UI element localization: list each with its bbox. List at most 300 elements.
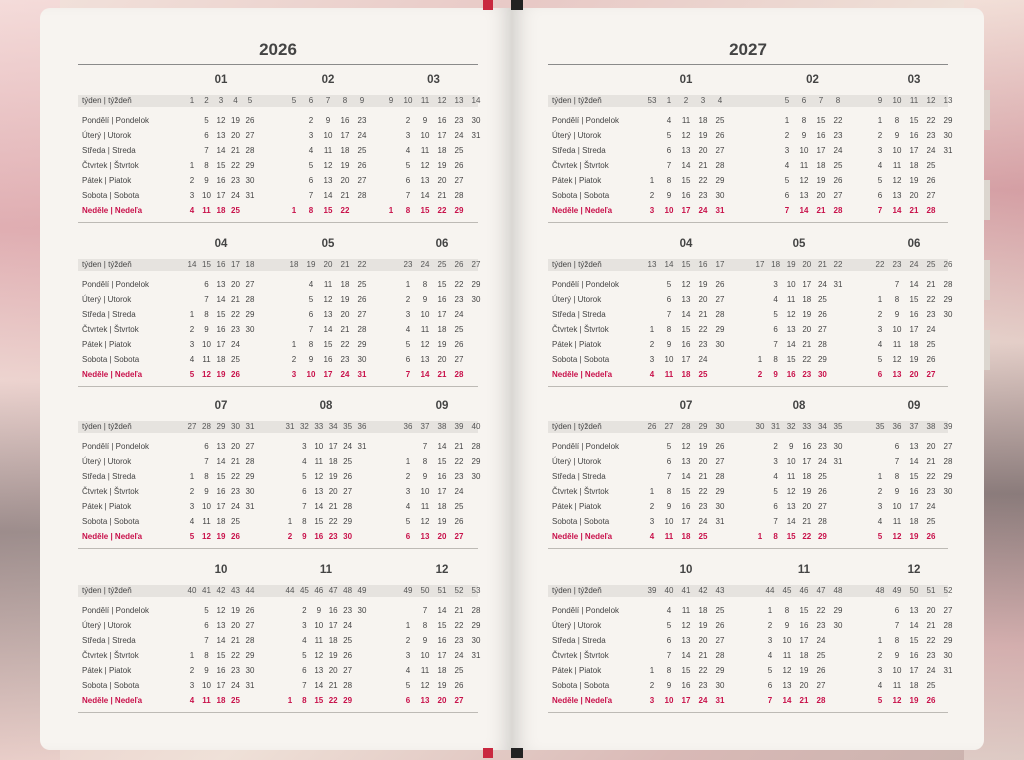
day-number: 1 — [287, 696, 293, 705]
day-number: 8 — [894, 116, 900, 125]
day-number: 27 — [715, 636, 725, 645]
day-number: 29 — [343, 517, 353, 526]
month-name: 06 — [907, 238, 921, 250]
day-number: 3 — [189, 191, 195, 200]
day-number: 5 — [784, 176, 790, 185]
day-number: 10 — [782, 636, 792, 645]
week-number: 13 — [943, 96, 953, 105]
day-number: 1 — [649, 325, 655, 334]
week-number: 39 — [943, 422, 953, 431]
day-number: 6 — [894, 606, 900, 615]
week-number: 41 — [202, 586, 211, 595]
week-number: 36 — [403, 422, 413, 431]
weekday-label: Pátek | Piatok — [552, 502, 602, 511]
day-number: 8 — [422, 621, 428, 630]
day-number: 1 — [405, 621, 411, 630]
day-number: 4 — [773, 472, 778, 481]
day-number: 30 — [715, 191, 725, 200]
week-number: 42 — [216, 586, 226, 595]
day-number: 11 — [681, 116, 691, 125]
year-rule — [78, 64, 478, 65]
day-number: 28 — [817, 340, 827, 349]
day-number: 11 — [202, 206, 211, 215]
day-number: 8 — [204, 651, 209, 660]
week-number: 43 — [231, 586, 240, 595]
week-number: 18 — [289, 260, 299, 269]
day-number: 1 — [877, 636, 883, 645]
day-number: 12 — [420, 681, 430, 690]
day-number: 17 — [437, 131, 447, 140]
day-number: 4 — [649, 532, 655, 541]
day-number: 26 — [357, 161, 367, 170]
day-number: 3 — [773, 457, 778, 466]
week-number: 33 — [802, 422, 812, 431]
day-number: 3 — [649, 206, 655, 215]
day-number: 6 — [773, 502, 778, 511]
day-number: 24 — [817, 457, 827, 466]
day-number: 11 — [314, 636, 323, 645]
day-number: 22 — [231, 651, 240, 660]
day-number: 11 — [314, 457, 323, 466]
day-number: 9 — [666, 502, 672, 511]
day-number: 2 — [649, 681, 655, 690]
day-number: 20 — [231, 621, 240, 630]
day-number: 17 — [681, 206, 691, 215]
day-number: 20 — [340, 176, 350, 185]
day-number: 22 — [833, 116, 843, 125]
month-name: 04 — [214, 238, 228, 250]
day-number: 1 — [877, 116, 883, 125]
week-number: 9 — [388, 96, 394, 105]
week-number: 13 — [454, 96, 464, 105]
week-number: 34 — [817, 422, 827, 431]
day-number: 2 — [405, 636, 411, 645]
day-number: 30 — [943, 310, 953, 319]
day-number: 24 — [698, 206, 708, 215]
day-number: 1 — [405, 280, 411, 289]
day-number: 4 — [189, 517, 195, 526]
day-number: 6 — [894, 442, 900, 451]
day-number: 4 — [877, 161, 883, 170]
day-number: 30 — [833, 621, 843, 630]
day-number: 28 — [245, 146, 255, 155]
weekday-label: Středa | Streda — [82, 310, 136, 319]
day-number: 2 — [405, 472, 411, 481]
day-number: 6 — [204, 442, 209, 451]
day-number: 24 — [231, 191, 240, 200]
day-number: 13 — [681, 295, 691, 304]
day-number: 19 — [437, 517, 447, 526]
weekday-label: Pondělí | Pondelok — [82, 280, 150, 289]
day-number: 6 — [204, 131, 209, 140]
week-number: 3 — [700, 96, 706, 105]
day-number: 27 — [454, 696, 464, 705]
day-number: 30 — [471, 472, 481, 481]
day-number: 16 — [323, 355, 333, 364]
day-number: 24 — [926, 325, 936, 334]
day-number: 11 — [892, 517, 902, 526]
day-number: 31 — [833, 280, 843, 289]
day-number: 6 — [666, 457, 672, 466]
day-number: 17 — [437, 310, 447, 319]
day-number: 24 — [357, 131, 367, 140]
weekday-label: Pondělí | Pondelok — [552, 606, 620, 615]
day-number: 15 — [681, 666, 691, 675]
week-number: 26 — [943, 260, 953, 269]
week-number: 50 — [420, 586, 430, 595]
day-number: 9 — [666, 340, 672, 349]
week-number: 34 — [328, 422, 338, 431]
day-number: 21 — [437, 370, 447, 379]
day-number: 7 — [308, 325, 314, 334]
week-number: 14 — [471, 96, 481, 105]
day-number: 30 — [943, 131, 953, 140]
day-number: 14 — [216, 146, 226, 155]
day-number: 14 — [216, 636, 226, 645]
day-number: 11 — [420, 502, 430, 511]
day-number: 18 — [437, 146, 447, 155]
day-number: 21 — [698, 310, 708, 319]
weekday-label: Středa | Streda — [552, 472, 606, 481]
day-number: 15 — [420, 206, 430, 215]
day-number: 12 — [681, 621, 691, 630]
weekday-label: Čtvrtek | Štvrtok — [82, 651, 139, 660]
day-number: 23 — [357, 116, 367, 125]
day-number: 7 — [204, 146, 209, 155]
week-number: 22 — [833, 260, 843, 269]
day-number: 23 — [698, 502, 708, 511]
day-number: 6 — [308, 310, 314, 319]
day-number: 26 — [454, 161, 464, 170]
weekday-label: Čtvrtek | Štvrtok — [82, 161, 139, 170]
day-number: 29 — [817, 532, 827, 541]
week-number: 30 — [231, 422, 240, 431]
day-number: 8 — [302, 696, 307, 705]
day-number: 17 — [802, 280, 812, 289]
day-number: 31 — [715, 696, 725, 705]
day-number: 12 — [323, 161, 333, 170]
week-number: 22 — [875, 260, 885, 269]
day-number: 27 — [454, 355, 464, 364]
day-number: 15 — [786, 355, 796, 364]
day-number: 8 — [784, 606, 790, 615]
day-number: 17 — [437, 651, 447, 660]
month-name: 02 — [806, 74, 819, 86]
day-number: 15 — [799, 606, 809, 615]
day-number: 21 — [231, 636, 240, 645]
day-number: 22 — [926, 472, 936, 481]
day-number: 11 — [664, 532, 674, 541]
day-number: 15 — [437, 621, 447, 630]
month-name: 07 — [679, 400, 693, 412]
day-number: 14 — [892, 206, 902, 215]
week-number: 48 — [875, 586, 885, 595]
day-number: 15 — [816, 116, 826, 125]
day-number: 20 — [816, 191, 826, 200]
day-number: 14 — [681, 310, 691, 319]
day-number: 16 — [314, 532, 324, 541]
day-number: 16 — [909, 310, 919, 319]
week-number: 14 — [664, 260, 674, 269]
day-number: 14 — [437, 442, 447, 451]
day-number: 8 — [204, 161, 209, 170]
day-number: 30 — [833, 442, 843, 451]
weekday-label: Středa | Streda — [82, 472, 136, 481]
day-number: 28 — [454, 370, 464, 379]
day-number: 3 — [189, 340, 195, 349]
weekday-label: Čtvrtek | Štvrtok — [82, 487, 139, 496]
week-number: 45 — [782, 586, 792, 595]
day-number: 11 — [681, 606, 691, 615]
week-number: 10 — [403, 96, 413, 105]
day-number: 20 — [926, 442, 936, 451]
day-number: 3 — [189, 502, 195, 511]
day-number: 19 — [802, 310, 812, 319]
weekday-label: Pondělí | Pondelok — [82, 606, 150, 615]
day-number: 11 — [420, 325, 430, 334]
day-number: 13 — [314, 666, 324, 675]
day-number: 1 — [189, 161, 195, 170]
day-number: 6 — [666, 295, 672, 304]
day-number: 23 — [926, 131, 936, 140]
week-number: 50 — [909, 586, 919, 595]
week-number: 27 — [187, 422, 197, 431]
day-number: 30 — [245, 176, 255, 185]
day-number: 28 — [245, 636, 255, 645]
day-number: 4 — [189, 206, 195, 215]
day-number: 8 — [666, 325, 672, 334]
day-number: 2 — [291, 355, 297, 364]
day-number: 12 — [420, 161, 430, 170]
day-number: 16 — [437, 295, 447, 304]
day-number: 15 — [786, 532, 796, 541]
day-number: 19 — [216, 370, 226, 379]
day-number: 9 — [422, 636, 428, 645]
day-number: 28 — [343, 502, 353, 511]
day-number: 15 — [216, 651, 226, 660]
day-number: 12 — [799, 176, 809, 185]
day-number: 5 — [302, 651, 307, 660]
day-number: 21 — [802, 340, 812, 349]
week-number: 28 — [681, 422, 691, 431]
month-name: 12 — [907, 564, 921, 576]
week-number: 6 — [308, 96, 314, 105]
week-number: 17 — [231, 260, 240, 269]
day-number: 2 — [784, 131, 790, 140]
day-number: 27 — [817, 325, 827, 334]
ribbon-bookmark-black — [511, 0, 523, 10]
day-number: 12 — [314, 651, 324, 660]
weekday-label: Úterý | Utorok — [82, 457, 132, 466]
day-number: 24 — [833, 146, 843, 155]
day-number: 15 — [216, 161, 226, 170]
week-number: 37 — [420, 422, 430, 431]
day-number: 31 — [943, 146, 953, 155]
day-number: 26 — [926, 696, 936, 705]
day-number: 7 — [877, 206, 883, 215]
day-number: 30 — [943, 651, 953, 660]
day-number: 30 — [715, 681, 725, 690]
weekday-label: Středa | Streda — [82, 146, 136, 155]
week-number: 26 — [647, 422, 657, 431]
day-number: 13 — [323, 310, 333, 319]
day-number: 3 — [649, 355, 655, 364]
year-heading: 2026 — [259, 40, 297, 59]
day-number: 5 — [189, 370, 195, 379]
day-number: 16 — [681, 502, 691, 511]
day-number: 5 — [773, 310, 778, 319]
week-number: 31 — [285, 422, 295, 431]
day-number: 5 — [666, 442, 672, 451]
day-number: 5 — [877, 176, 883, 185]
day-number: 16 — [340, 116, 350, 125]
day-number: 13 — [314, 487, 324, 496]
week-number: 18 — [245, 260, 255, 269]
weekday-label: Pondělí | Pondelok — [82, 442, 150, 451]
week-number: 10 — [892, 96, 902, 105]
weekday-label: Čtvrtek | Štvrtok — [552, 487, 609, 496]
day-number: 16 — [786, 370, 796, 379]
day-number: 20 — [437, 355, 447, 364]
week-number: 40 — [471, 422, 481, 431]
day-number: 30 — [817, 370, 827, 379]
day-number: 23 — [833, 131, 843, 140]
day-number: 1 — [388, 206, 394, 215]
day-number: 4 — [405, 666, 411, 675]
week-number: 25 — [926, 260, 936, 269]
day-number: 12 — [420, 517, 430, 526]
day-number: 26 — [343, 651, 353, 660]
day-number: 6 — [666, 146, 672, 155]
day-number: 7 — [204, 295, 209, 304]
day-number: 10 — [892, 502, 902, 511]
day-number: 8 — [302, 517, 307, 526]
day-number: 4 — [302, 457, 307, 466]
day-number: 17 — [681, 355, 691, 364]
day-number: 28 — [357, 325, 367, 334]
day-number: 17 — [681, 517, 691, 526]
day-number: 10 — [892, 146, 902, 155]
day-number: 8 — [894, 472, 900, 481]
day-number: 3 — [773, 280, 778, 289]
day-number: 7 — [773, 340, 778, 349]
day-number: 11 — [323, 146, 333, 155]
day-number: 10 — [314, 442, 324, 451]
weekday-label: Neděle | Nedeľa — [552, 532, 613, 541]
month-name: 03 — [907, 74, 921, 86]
day-number: 19 — [816, 176, 826, 185]
week-number: 35 — [875, 422, 885, 431]
day-number: 3 — [405, 310, 411, 319]
day-number: 6 — [405, 532, 411, 541]
day-number: 7 — [784, 206, 790, 215]
day-number: 22 — [454, 280, 464, 289]
day-number: 27 — [343, 666, 353, 675]
day-number: 9 — [894, 310, 900, 319]
week-number: 46 — [799, 586, 809, 595]
weekday-label: Neděle | Nedeľa — [552, 696, 613, 705]
weekday-label: Neděle | Nedeľa — [552, 206, 613, 215]
week-number: 16 — [698, 260, 708, 269]
day-number: 15 — [909, 116, 919, 125]
day-number: 3 — [189, 681, 195, 690]
day-number: 5 — [405, 517, 411, 526]
day-number: 14 — [314, 681, 324, 690]
weekday-label: Úterý | Utorok — [82, 131, 132, 140]
week-number: 1 — [189, 96, 195, 105]
week-number: 11 — [909, 96, 919, 105]
weekday-label: Pátek | Piatok — [82, 502, 132, 511]
day-number: 18 — [698, 606, 708, 615]
day-number: 22 — [926, 295, 936, 304]
day-number: 24 — [454, 651, 464, 660]
day-number: 31 — [471, 131, 481, 140]
month-name: 09 — [907, 400, 921, 412]
day-number: 18 — [216, 696, 226, 705]
day-number: 22 — [926, 636, 936, 645]
day-number: 28 — [715, 651, 725, 660]
day-number: 15 — [314, 696, 324, 705]
day-number: 16 — [799, 621, 809, 630]
week-number: 35 — [343, 422, 353, 431]
day-number: 19 — [340, 161, 350, 170]
weekday-label: Čtvrtek | Štvrtok — [82, 325, 139, 334]
day-number: 12 — [681, 131, 691, 140]
day-number: 28 — [715, 161, 725, 170]
month-name: 05 — [321, 238, 335, 250]
day-number: 2 — [877, 651, 883, 660]
day-number: 13 — [420, 355, 430, 364]
day-number: 5 — [204, 606, 209, 615]
day-number: 31 — [943, 666, 953, 675]
day-number: 8 — [422, 457, 428, 466]
day-number: 6 — [302, 487, 307, 496]
day-number: 22 — [802, 532, 812, 541]
day-number: 27 — [454, 176, 464, 185]
day-number: 7 — [894, 457, 900, 466]
day-number: 25 — [926, 517, 936, 526]
week-number: 31 — [771, 422, 781, 431]
month-name: 11 — [319, 564, 333, 576]
day-number: 17 — [909, 666, 919, 675]
day-number: 4 — [308, 146, 314, 155]
day-number: 22 — [926, 116, 936, 125]
day-number: 8 — [405, 206, 411, 215]
day-number: 14 — [909, 457, 919, 466]
day-number: 2 — [189, 487, 195, 496]
weekday-label: Úterý | Utorok — [552, 621, 602, 630]
day-number: 26 — [231, 532, 240, 541]
day-number: 30 — [715, 340, 725, 349]
day-number: 13 — [323, 176, 333, 185]
day-number: 24 — [340, 370, 350, 379]
day-number: 22 — [231, 310, 240, 319]
day-number: 26 — [926, 176, 936, 185]
day-number: 31 — [245, 191, 255, 200]
week-number: 40 — [664, 586, 674, 595]
day-number: 3 — [877, 146, 883, 155]
day-number: 18 — [802, 472, 812, 481]
day-number: 8 — [308, 340, 314, 349]
week-label: týden | týždeň — [82, 96, 132, 105]
day-number: 19 — [909, 355, 919, 364]
day-number: 12 — [786, 487, 796, 496]
week-label: týden | týždeň — [552, 586, 602, 595]
day-number: 12 — [420, 340, 430, 349]
day-number: 20 — [698, 146, 708, 155]
week-number: 19 — [306, 260, 316, 269]
block-rule — [548, 222, 948, 223]
